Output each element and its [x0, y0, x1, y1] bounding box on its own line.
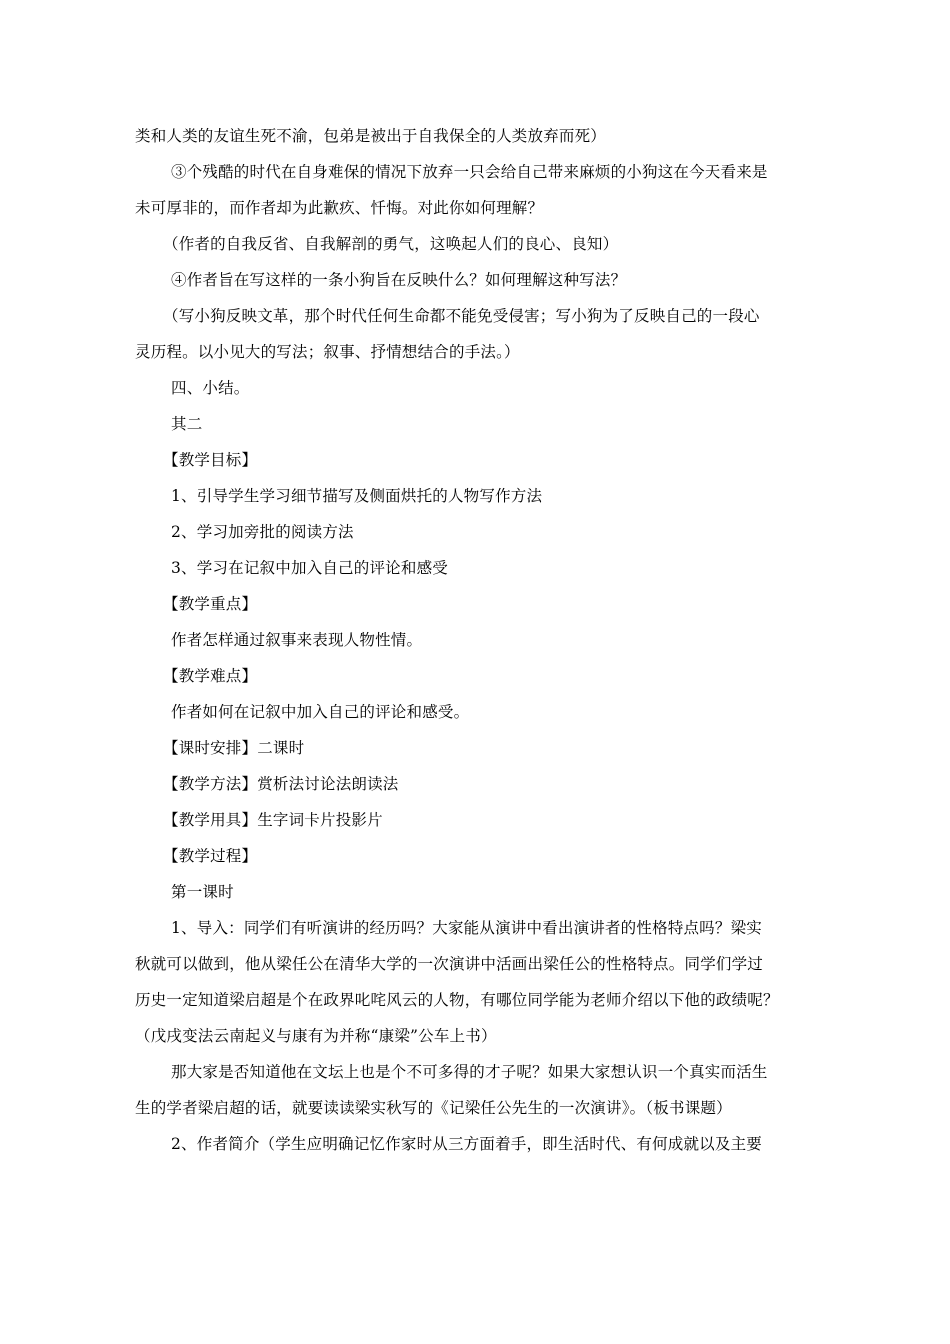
- list-item: 1、引导学生学习细节描写及侧面烘托的人物写作方法: [171, 487, 543, 505]
- text-line: 灵历程。以小见大的写法；叙事、抒情想结合的手法。）: [135, 343, 520, 361]
- text-line: 1、导入：同学们有听演讲的经历吗？大家能从演讲中看出演讲者的性格特点吗？梁实: [171, 919, 762, 937]
- text-line: ④作者旨在写这样的一条小狗旨在反映什么？如何理解这种写法？: [171, 271, 627, 289]
- text-line: 作者如何在记叙中加入自己的评论和感受。: [171, 703, 470, 721]
- text-line: 【教学方法】赏析法讨论法朗读法: [163, 775, 399, 793]
- text-line: 那大家是否知道他在文坛上也是个不可多得的才子呢？如果大家想认识一个真实而活生: [171, 1063, 768, 1081]
- text-line: ③个残酷的时代在自身难保的情况下放弃一只会给自己带来麻烦的小狗这在今天看来是: [171, 163, 768, 181]
- text-line: 未可厚非的，而作者却为此歉疚、忏悔。对此你如何理解？: [135, 199, 544, 217]
- text-line: 生的学者梁启超的话，就要读读梁实秋写的《记梁任公先生的一次演讲》。（板书课题）: [135, 1099, 732, 1117]
- section-heading: 【教学重点】: [163, 595, 258, 613]
- section-heading: 第一课时: [171, 883, 234, 901]
- text-line: （戊戌变法云南起义与康有为并称“康梁”公车上书）: [135, 1027, 497, 1045]
- text-line: 【课时安排】二课时: [163, 739, 305, 757]
- section-heading: 四、小结。: [171, 379, 250, 397]
- text-line: 【教学用具】生字词卡片投影片: [163, 811, 383, 829]
- section-heading: 【教学难点】: [163, 667, 258, 685]
- section-heading: 其二: [171, 415, 203, 433]
- text-line: 作者怎样通过叙事来表现人物性情。: [171, 631, 423, 649]
- list-item: 2、学习加旁批的阅读方法: [171, 523, 354, 541]
- text-line: （作者的自我反省、自我解剖的勇气，这唤起人们的良心、良知）: [163, 235, 619, 253]
- text-line: 类和人类的友谊生死不渝，包弟是被出于自我保全的人类放弃而死）: [135, 127, 607, 145]
- text-line: 历史一定知道梁启超是个在政界叱咤风云的人物，有哪位同学能为老师介绍以下他的政绩呢？: [135, 991, 779, 1009]
- text-line: 2、作者简介（学生应明确记忆作家时从三方面着手，即生活时代、有何成就以及主要: [171, 1135, 762, 1153]
- text-line: （写小狗反映文革，那个时代任何生命都不能免受侵害；写小狗为了反映自己的一段心: [163, 307, 760, 325]
- text-line: 秋就可以做到，他从梁任公在清华大学的一次演讲中活画出梁任公的性格特点。同学们学过: [135, 955, 764, 973]
- section-heading: 【教学过程】: [163, 847, 258, 865]
- list-item: 3、学习在记叙中加入自己的评论和感受: [171, 559, 448, 577]
- section-heading: 【教学目标】: [163, 451, 258, 469]
